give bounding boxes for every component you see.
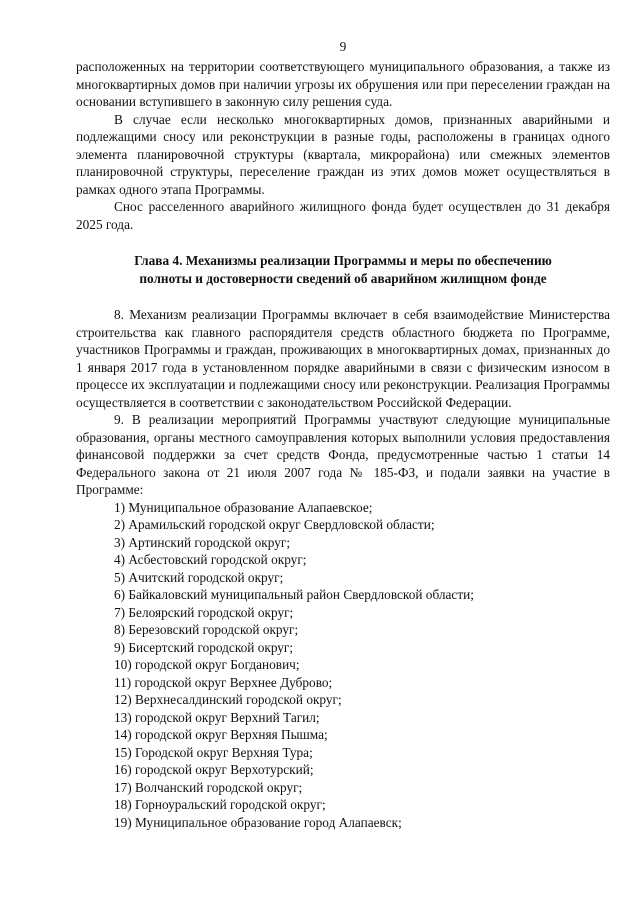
paragraph-demolition-deadline: Снос расселенного аварийного жилищного фонда будет осуществлен до 31 декабря 2025 года. [76,199,610,232]
list-item: 15) Городской округ Верхняя Тура; [114,744,313,760]
list-item: 13) городской округ Верхний Тагил; [114,709,320,725]
list-item: 14) городской округ Верхняя Пышма; [114,727,328,742]
list-item: 18) Горноуральский городской округ; [114,797,326,812]
page-number: 9 [339,39,347,54]
paragraph-item-9: 9. В реализации мероприятий Программы участвуют следующие муниципальные образования, органы местного самоуправления которых выполнили условия предоставления финансовой поддержки за счет средств Фонда, предусмотренные частью 1 статьи 14 Федерального закона от 21 июля 2007 года № 185-ФЗ, и подали заявки на участие в Программе: [76,412,610,497]
municipalities-list [76,499,610,832]
list-item: 10) городской округ Богданович; [114,657,300,672]
list-item: 1) Муниципальное образование Алапаевское; [114,499,373,515]
chapter-heading [76,252,610,287]
chapter-heading-line-2: полноты и достоверности сведений об аварийном жилищном фонде [139,270,547,286]
list-item: 5) Ачитский городской округ; [114,569,284,585]
paragraph-item-8: 8. Механизм реализации Программы включает в себя взаимодействие Министерства строительства как главного распорядителя средств областного бюджета по Программе, участников Программы и граждан, проживающих в многоквартирных домах, признанных до 1 января 2017 года в установленном порядке аварийными в связи с физическим износом в процессе их эксплуатации и подлежащими сносу или реконструкции. Реализация Программы осуществляется в соответствии с законодательством Российской Федерации. [76,307,610,410]
list-item: 7) Белоярский городской округ; [114,604,294,620]
list-item: 19) Муниципальное образование город Алапаевск; [114,814,402,830]
list-item: 17) Волчанский городской округ; [114,779,303,795]
list-item: 6) Байкаловский муниципальный район Свердловской области; [114,587,474,602]
list-item: 8) Березовский городской округ; [114,622,299,637]
paragraph-continuation: расположенных на территории соответствующего муниципального образования, а также из многоквартирных домов при наличии угрозы их обрушения или при переселении граждан на основании вступившего в законную силу решения суда. [76,59,610,109]
list-item: 9) Бисертский городской округ; [114,639,294,655]
list-item: 16) городской округ Верхотурский; [114,762,314,777]
chapter-heading-line-1: Глава 4. Механизмы реализации Программы и меры по обеспечению [134,253,552,268]
list-item: 11) городской округ Верхнее Дуброво; [114,674,333,690]
paragraph-multiple-houses: В случае если несколько многоквартирных домов, признанных аварийными и подлежащими сносу или реконструкции в разные годы, расположены в границах одного элемента планировочной структуры (квартала, микрорайона) или смежных элементов планировочной структуры, переселение граждан из этих домов может осуществляться в рамках одного этапа Программы. [76,111,610,197]
list-item: 4) Асбестовский городской округ; [114,552,307,567]
list-item: 2) Арамильский городской округ Свердловской области; [114,517,435,532]
list-item: 3) Артинский городской округ; [114,534,291,550]
document-body [76,58,610,831]
list-item: 12) Верхнесалдинский городской округ; [114,692,342,707]
